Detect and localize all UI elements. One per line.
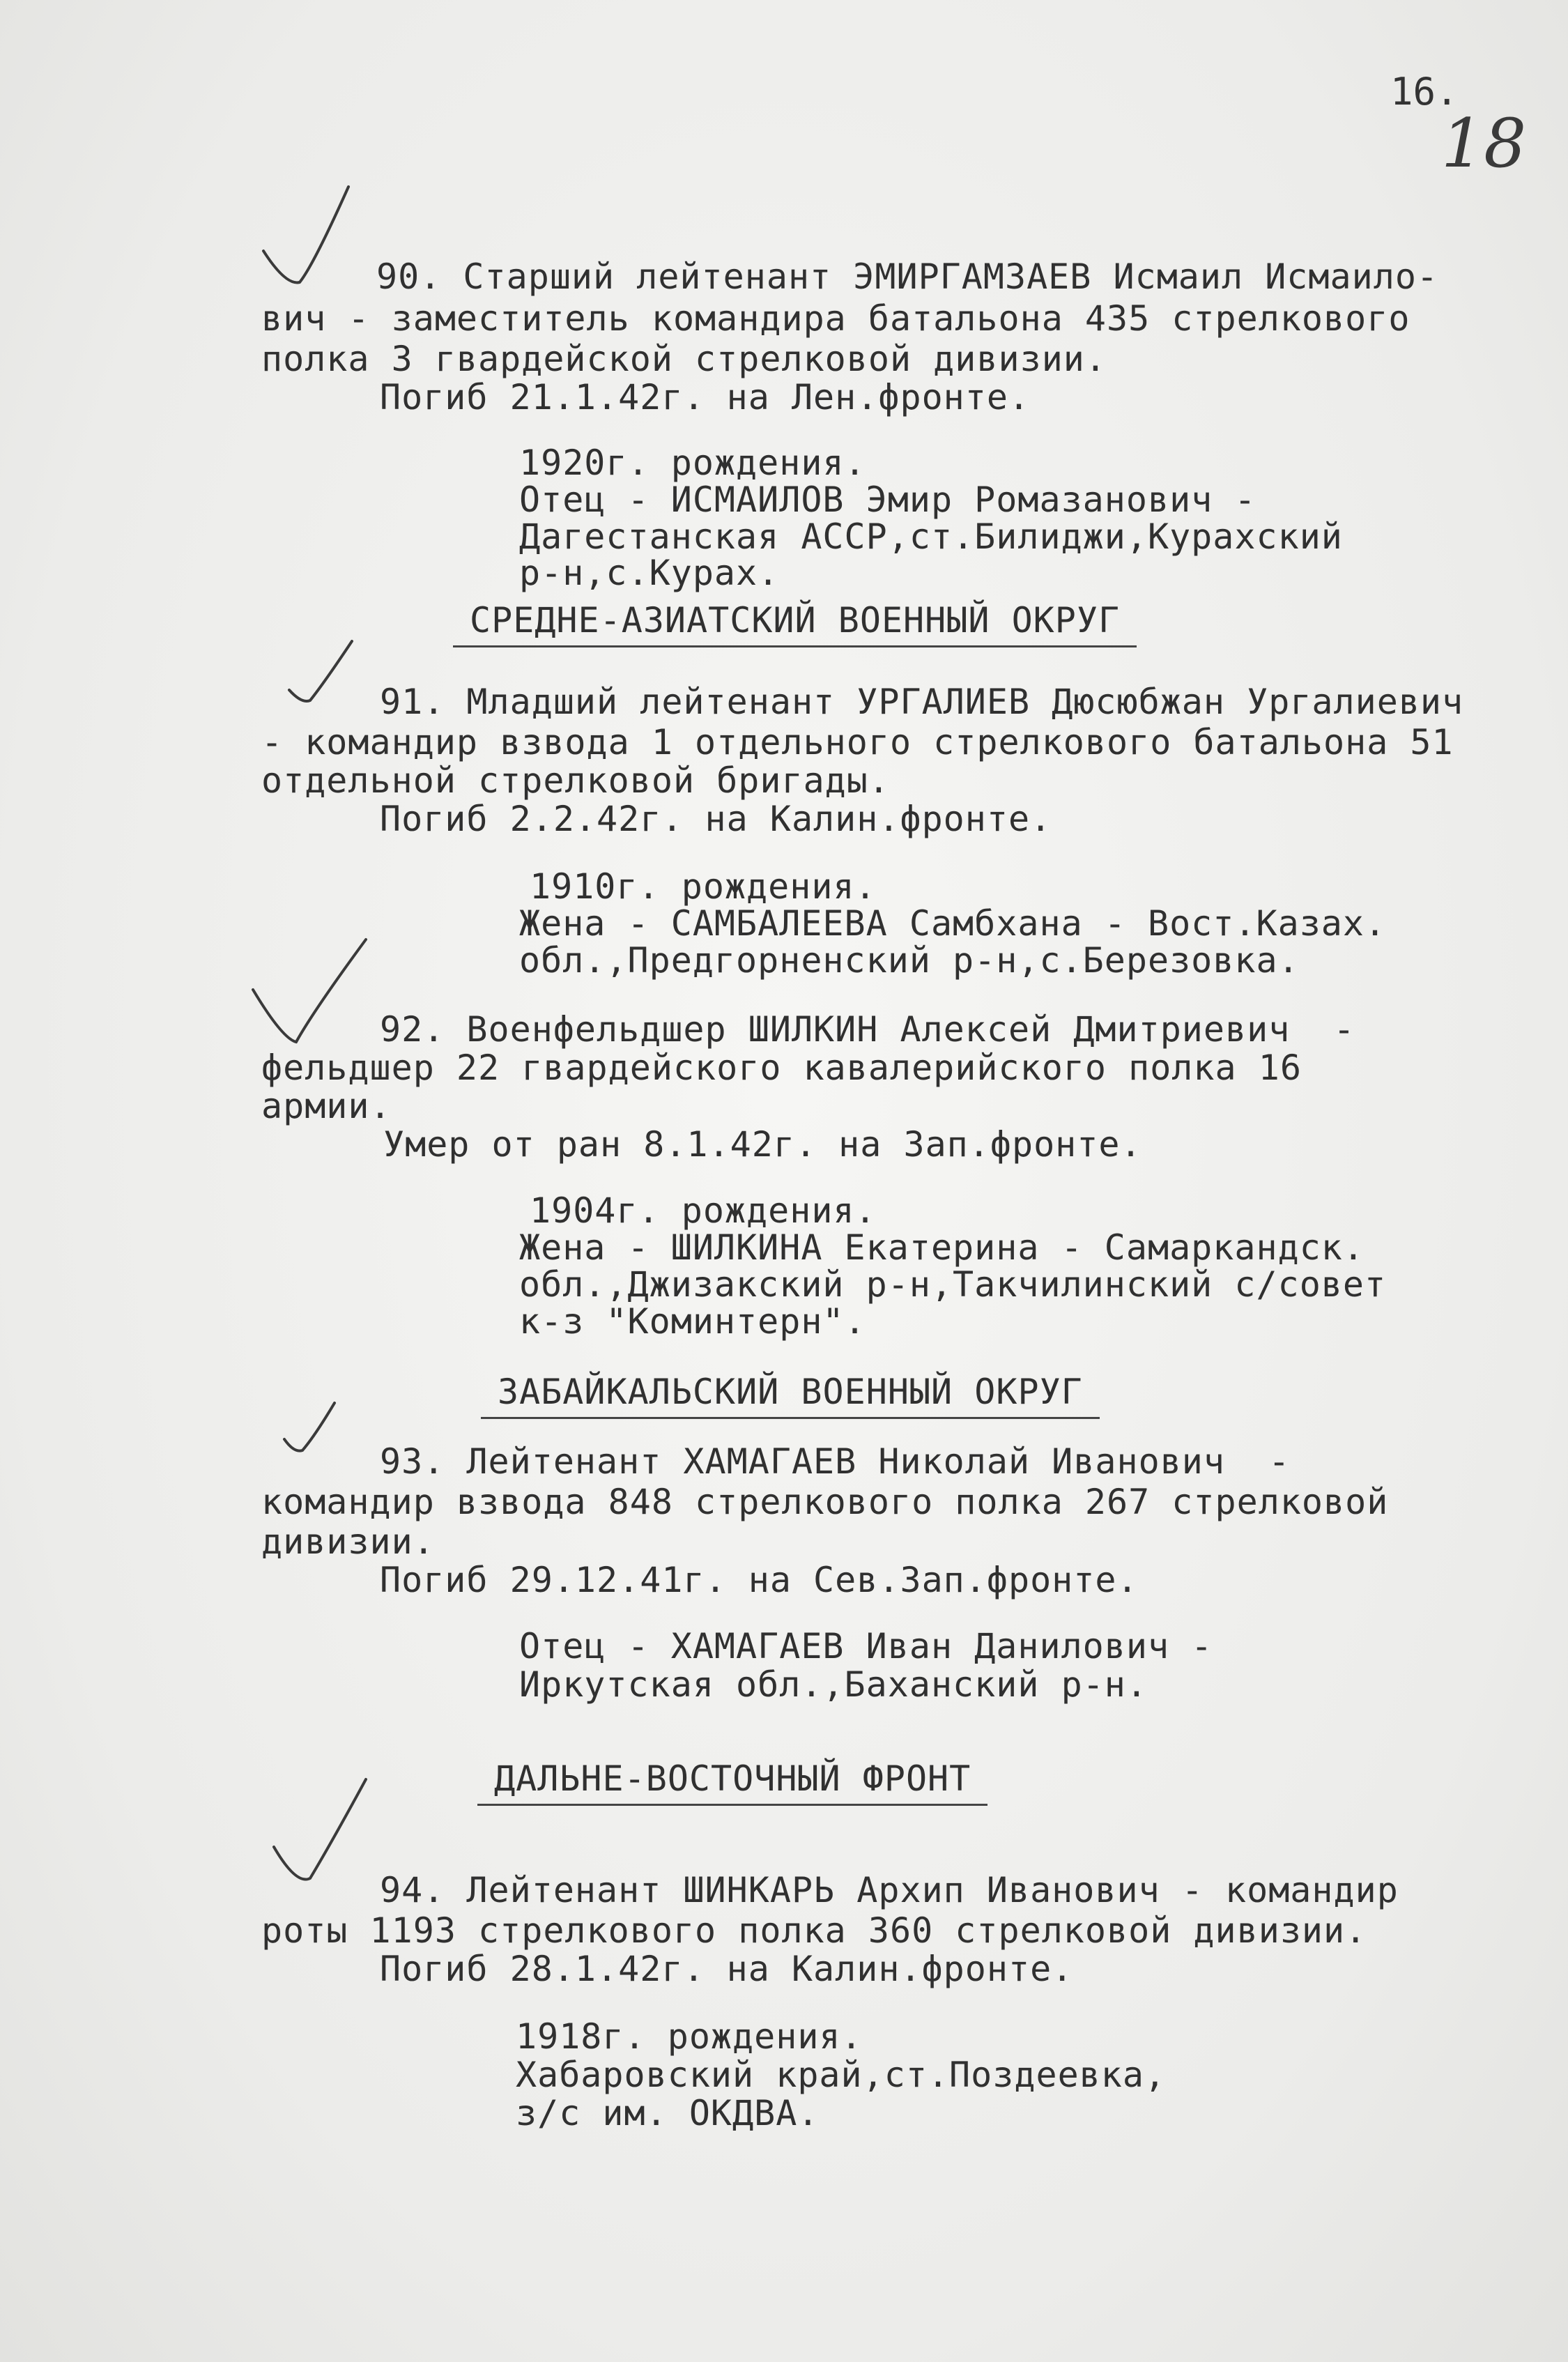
entry-90-detail-2: Отец - ИСМАИЛОВ Эмир Ромазанович - [519,480,1256,520]
section-heading-far-eastern: ДАЛЬНЕ-ВОСТОЧНЫЙ ФРОНТ [477,1756,987,1806]
entry-92-detail-1: 1904г. рождения. [530,1190,877,1231]
entry-90-detail-3: Дагестанская АССР,ст.Билиджи,Курахский [519,516,1343,557]
entry-92-line-1: 92. Военфельдшер ШИЛКИН Алексей Дмитриевич - [380,1009,1355,1050]
entry-90-line-3: полка 3 гвардейской стрелковой дивизии. [261,339,1107,379]
entry-91-line-2: - командир взвода 1 отдельного стрелкового батальона 51 [261,722,1454,762]
check-mark-icon [282,634,359,711]
entry-94-line-2: роты 1193 стрелкового полка 360 стрелковой дивизии. [261,1910,1367,1951]
section-heading-central-asian: СРЕДНЕ-АЗИАТСКИЙ ВОЕННЫЙ ОКРУГ [453,598,1137,647]
entry-91-detail-1: 1910г. рождения. [530,866,877,907]
entry-93-detail-1: Отец - ХАМАГАЕВ Иван Данилович - [519,1626,1213,1666]
entry-90-detail-4: р-н,с.Курах. [519,553,780,593]
entry-93-line-3: дивизии. [261,1521,435,1562]
check-mark-icon [247,934,373,1052]
entry-94-line-3: Погиб 28.1.42г. на Калин.фронте. [380,1949,1074,1989]
page-number: 16. [1390,70,1459,114]
entry-92-line-3: армии. [261,1086,392,1126]
check-mark-icon [279,1397,341,1460]
check-mark-icon [268,1774,373,1892]
entry-91-line-4: Погиб 2.2.42г. на Калин.фронте. [380,799,1052,839]
entry-91-detail-2: Жена - САМБАЛЕЕВА Самбхана - Вост.Казах. [519,903,1387,944]
section-heading-transbaikal: ЗАБАЙКАЛЬСКИЙ ВОЕННЫЙ ОКРУГ [481,1370,1100,1419]
entry-91-line-3: отдельной стрелковой бригады. [261,760,890,801]
entry-94-line-1: 94. Лейтенант ШИНКАРЬ Архип Иванович - командир [380,1870,1399,1910]
entry-90-detail-1: 1920г. рождения. [519,443,866,483]
entry-93-line-2: командир взвода 848 стрелкового полка 267 стрелковой [261,1482,1389,1522]
entry-92-detail-4: к-з "Коминтерн". [519,1301,866,1342]
entry-92-detail-2: Жена - ШИЛКИНА Екатерина - Самаркандск. [519,1227,1365,1268]
entry-93-line-1: 93. Лейтенант ХАМАГАЕВ Николай Иванович - [380,1441,1291,1482]
entry-93-line-4: Погиб 29.12.41г. на Сев.Зап.фронте. [380,1560,1139,1600]
entry-92-detail-3: обл.,Джизакский р-н,Такчилинский с/совет [519,1264,1387,1305]
handwritten-page-number: 18 [1441,105,1527,183]
entry-91-detail-3: обл.,Предгорненский р-н,с.Березовка. [519,940,1300,981]
entry-94-detail-2: Хабаровский край,ст.Поздеевка, [516,2055,1167,2095]
entry-92-line-2: фельдшер 22 гвардейского кавалерийского полка 16 [261,1048,1302,1088]
entry-92-line-4: Умер от ран 8.1.42г. на Зап.фронте. [383,1124,1142,1165]
entry-94-detail-3: з/с им. ОКДВА. [516,2093,820,2133]
entry-94-detail-1: 1918г. рождения. [516,2016,863,2057]
entry-90-line-1: 90. Старший лейтенант ЭМИРГАМЗАЕВ Исмаил Исмаило- [376,256,1439,297]
entry-90-line-4: Погиб 21.1.42г. на Лен.фронте. [380,377,1031,417]
check-mark-icon [258,181,355,293]
entry-93-detail-2: Иркутская обл.,Баханский р-н. [519,1664,1148,1705]
entry-90-line-2: вич - заместитель командира батальона 435 стрелкового [261,298,1411,339]
entry-91-line-1: 91. Младший лейтенант УРГАЛИЕВ Дюсюбжан Ургалиевич [380,682,1464,722]
